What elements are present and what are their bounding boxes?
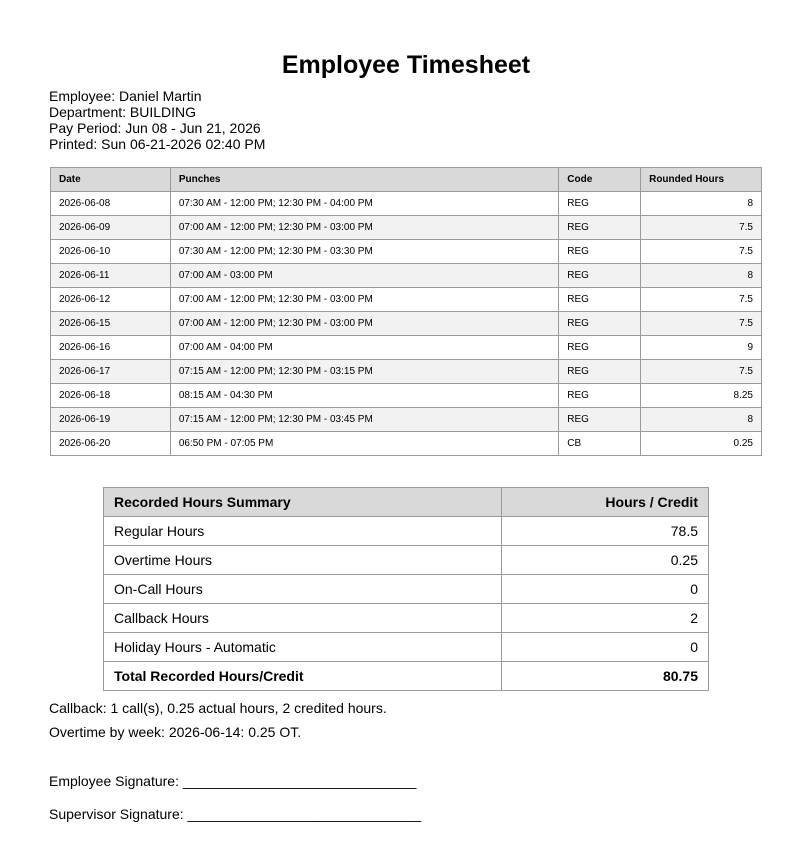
summary-header-label: Recorded Hours Summary — [104, 488, 502, 517]
summary-header-row — [104, 488, 709, 517]
cell-rounded-hours: 7.5 — [641, 216, 762, 240]
pay-period: Pay Period: Jun 08 - Jun 21, 2026 — [49, 120, 261, 136]
cell-punches: 07:00 AM - 03:00 PM — [170, 264, 558, 288]
page-title: Employee Timesheet — [281, 51, 531, 79]
table-row — [51, 384, 762, 408]
cell-code: REG — [559, 240, 641, 264]
cell-punches: 08:15 AM - 04:30 PM — [170, 384, 558, 408]
total-value: 80.75 — [502, 662, 709, 691]
summary-header-value: Hours / Credit — [502, 488, 709, 517]
column-header-punches: Punches — [170, 168, 558, 192]
column-header-date: Date — [51, 168, 171, 192]
cell-code: REG — [559, 360, 641, 384]
cell-punches: 07:15 AM - 12:00 PM; 12:30 PM - 03:15 PM — [170, 360, 558, 384]
summary-value: 78.5 — [502, 517, 709, 546]
cell-rounded-hours: 8 — [641, 192, 762, 216]
cell-date: 2026-06-11 — [51, 264, 171, 288]
cell-code: REG — [559, 192, 641, 216]
cell-code: CB — [559, 432, 641, 456]
cell-code: REG — [559, 264, 641, 288]
cell-punches: 06:50 PM - 07:05 PM — [170, 432, 558, 456]
column-header-code: Code — [559, 168, 641, 192]
summary-row — [104, 604, 709, 633]
cell-rounded-hours: 7.5 — [641, 360, 762, 384]
cell-code: REG — [559, 336, 641, 360]
cell-punches: 07:00 AM - 12:00 PM; 12:30 PM - 03:00 PM — [170, 312, 558, 336]
summary-label: Regular Hours — [104, 517, 502, 546]
table-row — [51, 264, 762, 288]
printed-date: Printed: Sun 06-21-2026 02:40 PM — [49, 136, 266, 152]
summary-row — [104, 633, 709, 662]
supervisor-signature-line: Supervisor Signature: ______________________________ — [49, 806, 422, 822]
employee-name: Employee: Daniel Martin — [49, 88, 202, 104]
summary-value: 0.25 — [502, 546, 709, 575]
summary-row — [104, 517, 709, 546]
cell-punches: 07:00 AM - 04:00 PM — [170, 336, 558, 360]
cell-date: 2026-06-19 — [51, 408, 171, 432]
summary-label: Callback Hours — [104, 604, 502, 633]
punch-table — [50, 167, 762, 456]
cell-date: 2026-06-08 — [51, 192, 171, 216]
cell-date: 2026-06-15 — [51, 312, 171, 336]
cell-date: 2026-06-12 — [51, 288, 171, 312]
cell-punches: 07:30 AM - 12:00 PM; 12:30 PM - 03:30 PM — [170, 240, 558, 264]
summary-label: On-Call Hours — [104, 575, 502, 604]
cell-date: 2026-06-20 — [51, 432, 171, 456]
cell-rounded-hours: 7.5 — [641, 312, 762, 336]
summary-value: 2 — [502, 604, 709, 633]
cell-rounded-hours: 7.5 — [641, 288, 762, 312]
cell-punches: 07:00 AM - 12:00 PM; 12:30 PM - 03:00 PM — [170, 288, 558, 312]
cell-punches: 07:15 AM - 12:00 PM; 12:30 PM - 03:45 PM — [170, 408, 558, 432]
table-row — [51, 360, 762, 384]
cell-code: REG — [559, 216, 641, 240]
cell-punches: 07:30 AM - 12:00 PM; 12:30 PM - 04:00 PM — [170, 192, 558, 216]
callback-note: Callback: 1 call(s), 0.25 actual hours, 2 credited hours. — [49, 700, 387, 716]
employee-signature-line: Employee Signature: ______________________________ — [49, 773, 417, 789]
department: Department: BUILDING — [49, 104, 197, 120]
table-header-row — [51, 168, 762, 192]
table-row — [51, 432, 762, 456]
cell-rounded-hours: 0.25 — [641, 432, 762, 456]
cell-date: 2026-06-17 — [51, 360, 171, 384]
overtime-note: Overtime by week: 2026-06-14: 0.25 OT. — [49, 724, 302, 740]
hours-summary-table — [103, 487, 709, 691]
table-row — [51, 312, 762, 336]
cell-code: REG — [559, 408, 641, 432]
cell-date: 2026-06-16 — [51, 336, 171, 360]
employee-info — [49, 88, 265, 152]
table-row — [51, 336, 762, 360]
summary-label: Overtime Hours — [104, 546, 502, 575]
summary-total-row — [104, 662, 709, 691]
cell-rounded-hours: 8 — [641, 408, 762, 432]
summary-row — [104, 575, 709, 604]
table-row — [51, 240, 762, 264]
cell-rounded-hours: 9 — [641, 336, 762, 360]
cell-punches: 07:00 AM - 12:00 PM; 12:30 PM - 03:00 PM — [170, 216, 558, 240]
cell-rounded-hours: 8 — [641, 264, 762, 288]
cell-rounded-hours: 8.25 — [641, 384, 762, 408]
cell-rounded-hours: 7.5 — [641, 240, 762, 264]
cell-date: 2026-06-09 — [51, 216, 171, 240]
summary-value: 0 — [502, 633, 709, 662]
column-header-rounded-hours: Rounded Hours — [641, 168, 762, 192]
table-row — [51, 216, 762, 240]
table-row — [51, 192, 762, 216]
cell-date: 2026-06-10 — [51, 240, 171, 264]
total-label: Total Recorded Hours/Credit — [104, 662, 502, 691]
cell-code: REG — [559, 288, 641, 312]
table-row — [51, 288, 762, 312]
summary-row — [104, 546, 709, 575]
cell-code: REG — [559, 384, 641, 408]
cell-date: 2026-06-18 — [51, 384, 171, 408]
summary-value: 0 — [502, 575, 709, 604]
table-row — [51, 408, 762, 432]
cell-code: REG — [559, 312, 641, 336]
summary-label: Holiday Hours - Automatic — [104, 633, 502, 662]
